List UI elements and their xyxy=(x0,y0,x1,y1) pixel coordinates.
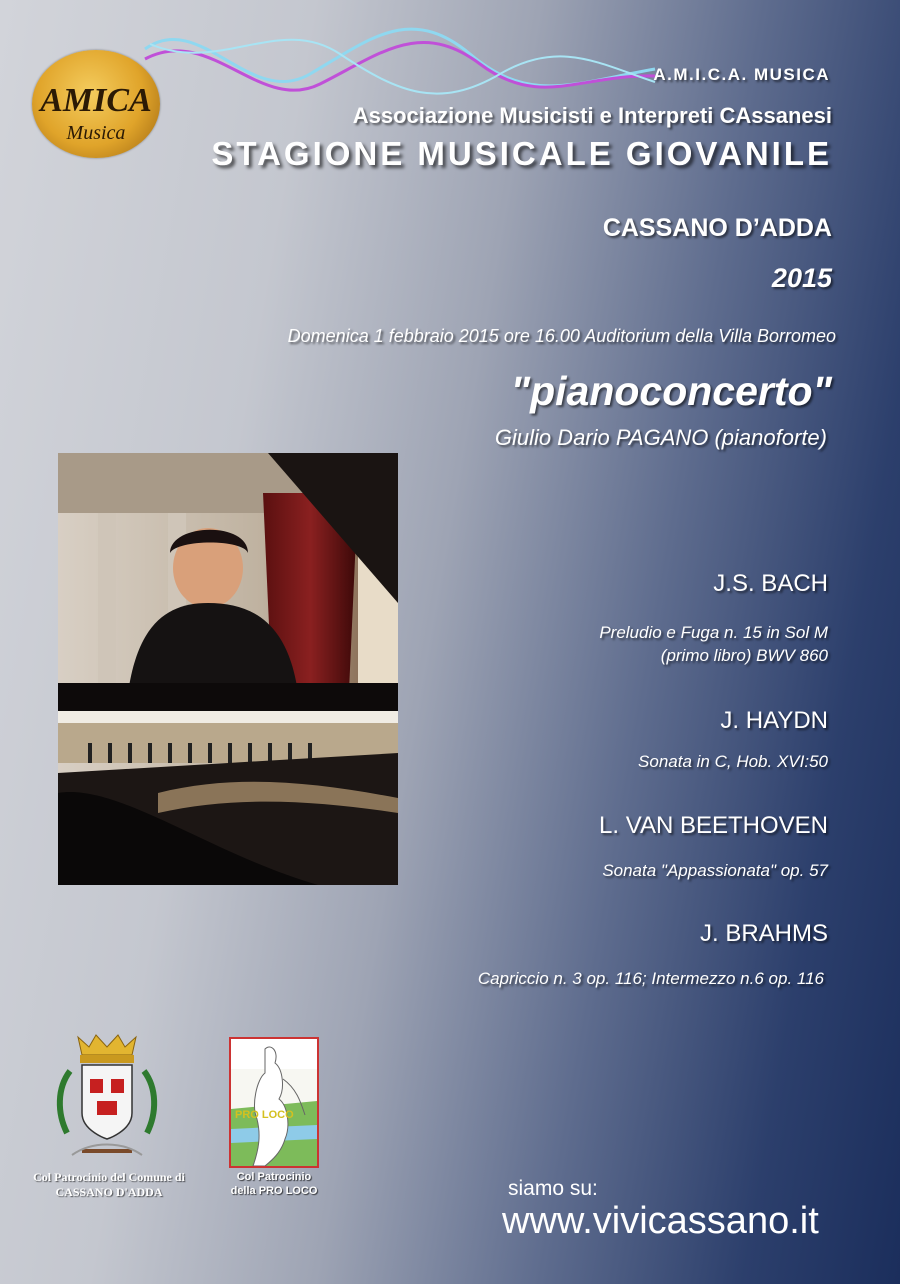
event-year: 2015 xyxy=(771,263,832,293)
event-datetime: Domenica 1 febbraio 2015 ore 16.00 Auditorium della Villa Borromeo xyxy=(287,326,836,346)
performer-name: Giulio Dario PAGANO (pianoforte) xyxy=(494,425,827,450)
season-title: STAGIONE MUSICALE GIOVANILE xyxy=(211,135,832,172)
follow-us-label: siamo su: xyxy=(508,1177,598,1200)
website-link[interactable]: www.vivicassano.it xyxy=(502,1200,819,1242)
brand-name: A.M.I.C.A. MUSICA xyxy=(653,65,830,84)
association-name: Associazione Musicisti e Interpreti CAssanesi xyxy=(352,103,832,128)
work-brahms xyxy=(478,967,824,990)
logo-subtitle: Musica xyxy=(66,122,126,144)
caption-line: della PRO LOCO xyxy=(230,1185,318,1197)
work-line: Sonata "Appassionata" op. 57 xyxy=(602,861,828,880)
amica-musica-logo xyxy=(32,50,160,158)
proloco-patronage-caption xyxy=(218,1170,330,1198)
caption-line: Col Patrocinio del Comune di xyxy=(33,1170,185,1184)
work-line: Sonata in C, Hob. XVI:50 xyxy=(638,752,828,771)
concert-title: "pianoconcerto" xyxy=(510,368,832,414)
comune-patronage-caption xyxy=(14,1170,204,1200)
composer-brahms: J. BRAHMS xyxy=(699,920,828,947)
caption-line: CASSANO D'ADDA xyxy=(55,1185,163,1199)
work-beethoven xyxy=(602,859,828,882)
work-line: Preludio e Fuga n. 15 in Sol M xyxy=(599,623,828,642)
work-line: Capriccio n. 3 op. 116; Intermezzo n.6 op. 116 xyxy=(477,969,824,988)
proloco-sign: PRO LOCO xyxy=(235,1109,294,1121)
pianist-photo xyxy=(58,453,398,885)
comune-coat-of-arms-icon xyxy=(52,1033,162,1168)
composer-bach: J.S. BACH xyxy=(713,570,828,597)
event-city: CASSANO D’ADDA xyxy=(602,214,832,242)
work-bach xyxy=(599,621,828,667)
work-line: (primo libro) BWV 860 xyxy=(660,646,828,665)
composer-haydn: J. HAYDN xyxy=(720,707,828,734)
caption-line: Col Patrocinio xyxy=(236,1171,312,1183)
logo-title: AMICA xyxy=(40,82,152,119)
composer-beethoven: L. VAN BEETHOVEN xyxy=(599,812,828,839)
proloco-logo xyxy=(229,1037,319,1168)
work-haydn xyxy=(638,750,828,773)
